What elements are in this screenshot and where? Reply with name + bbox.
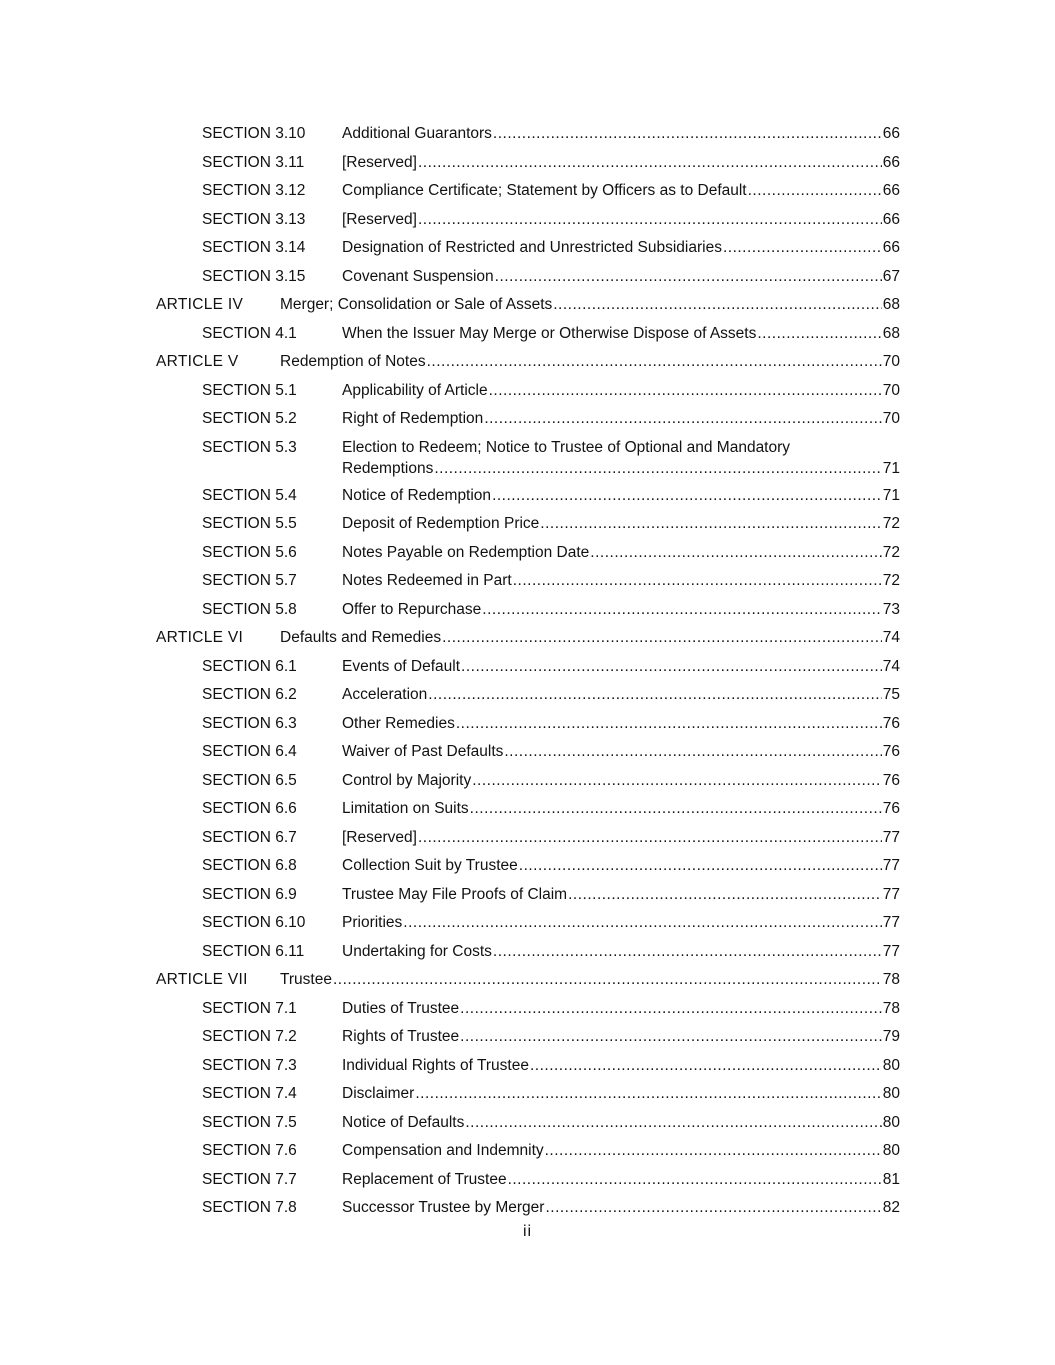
- dot-leader: [418, 211, 882, 229]
- toc-section-entry[interactable]: [0, 711, 1055, 740]
- entry-title-row: [342, 268, 900, 286]
- section-number: SECTION 6.8: [202, 857, 297, 874]
- toc-section-entry[interactable]: [0, 882, 1055, 911]
- dot-leader: [530, 1057, 882, 1075]
- entry-page-number: 66: [882, 239, 900, 256]
- entry-page-number: 73: [882, 600, 900, 618]
- toc-section-entry[interactable]: [0, 939, 1055, 968]
- section-number: SECTION 6.2: [202, 686, 297, 703]
- entry-title-line1: Election to Redeem; Notice to Trustee of Optional and Mandatory: [342, 438, 791, 456]
- dot-leader: [460, 1028, 882, 1046]
- entry-page-number: 76: [882, 714, 900, 732]
- section-number: SECTION 6.10: [202, 914, 306, 931]
- toc-section-entry[interactable]: [0, 511, 1055, 540]
- section-number: SECTION 6.6: [202, 800, 297, 817]
- dot-leader: [472, 772, 882, 790]
- toc-section-entry[interactable]: [0, 796, 1055, 825]
- section-number: SECTION 7.5: [202, 1113, 297, 1131]
- entry-page-number: 71: [882, 486, 900, 504]
- entry-page-number: 81: [882, 1170, 900, 1188]
- entry-page-number: 76: [882, 771, 900, 789]
- entry-title: Applicability of Article: [342, 381, 488, 399]
- section-number: SECTION 7.6: [202, 1142, 297, 1159]
- section-number: SECTION 6.7: [202, 828, 297, 846]
- entry-title: [Reserved]: [342, 828, 417, 846]
- toc-section-entry[interactable]: [0, 1138, 1055, 1167]
- entry-title: When the Issuer May Merge or Otherwise Dispose of Assets: [342, 324, 757, 342]
- toc-section-entry[interactable]: [0, 654, 1055, 683]
- entry-page-number: 70: [882, 410, 900, 427]
- toc-article-entry[interactable]: [0, 967, 1055, 996]
- entry-page-number: 76: [882, 743, 900, 760]
- entry-title: Collection Suit by Trustee: [342, 857, 518, 874]
- dot-leader: [418, 154, 882, 172]
- toc-section-entry[interactable]: [0, 996, 1055, 1025]
- entry-title-row: [342, 182, 900, 200]
- section-number: SECTION 6.11: [202, 942, 305, 960]
- entry-title-row: [342, 800, 900, 818]
- entry-title: Right of Redemption: [342, 410, 484, 427]
- entry-title-row: [342, 1199, 900, 1217]
- section-number: SECTION 3.10: [202, 125, 306, 142]
- dot-leader: [428, 686, 881, 704]
- entry-page-number: 80: [882, 1056, 900, 1074]
- toc-section-entry[interactable]: [0, 1053, 1055, 1082]
- entry-title-row: [342, 544, 900, 562]
- entry-title: Notes Redeemed in Part: [342, 572, 512, 589]
- entry-title-row: [342, 914, 900, 932]
- entry-page-number: 74: [882, 657, 900, 675]
- toc-section-entry[interactable]: [0, 1110, 1055, 1139]
- entry-title-row: [342, 829, 900, 847]
- dot-leader: [418, 829, 882, 847]
- entry-page-number: 68: [882, 324, 900, 342]
- entry-title-row: [342, 1085, 900, 1103]
- entry-page-number: 72: [882, 572, 900, 589]
- dot-leader: [568, 886, 882, 904]
- entry-title-row: [342, 572, 900, 590]
- entry-page-number: 76: [882, 800, 900, 817]
- toc-section-entry[interactable]: [0, 910, 1055, 939]
- entry-title: [Reserved]: [342, 210, 417, 228]
- section-number: SECTION 6.1: [202, 657, 297, 675]
- section-number: SECTION 3.15: [202, 267, 306, 285]
- entry-page-number: 77: [882, 857, 900, 874]
- section-number: SECTION 5.1: [202, 381, 297, 399]
- entry-title-row: [342, 125, 900, 143]
- entry-title-row: [280, 353, 900, 371]
- entry-title: Notice of Defaults: [342, 1113, 465, 1131]
- section-number: SECTION 5.5: [202, 515, 297, 532]
- entry-title-row: [342, 325, 900, 343]
- dot-leader: [465, 1114, 881, 1132]
- entry-page-number: 72: [882, 543, 900, 561]
- entry-title: Individual Rights of Trustee: [342, 1056, 529, 1074]
- entry-title: Designation of Restricted and Unrestricted Subsidiaries: [342, 239, 722, 256]
- entry-page-number: 77: [882, 914, 900, 931]
- dot-leader: [545, 1199, 881, 1217]
- entry-title-row: [342, 211, 900, 229]
- dot-leader: [482, 601, 881, 619]
- section-number: SECTION 7.8: [202, 1199, 297, 1216]
- dot-leader: [495, 268, 882, 286]
- entry-title: Trustee: [280, 971, 332, 988]
- entry-page-number: 70: [882, 353, 900, 370]
- entry-title-row: [342, 515, 900, 533]
- toc-section-entry[interactable]: [0, 406, 1055, 435]
- section-number: SECTION 5.8: [202, 600, 297, 618]
- entry-page-number: 78: [882, 999, 900, 1017]
- dot-leader: [484, 410, 881, 428]
- toc-section-entry[interactable]: [0, 321, 1055, 350]
- dot-leader: [415, 1085, 881, 1103]
- dot-leader: [540, 515, 881, 533]
- entry-title: [Reserved]: [342, 153, 417, 171]
- entry-title: Additional Guarantors: [342, 125, 492, 142]
- dot-leader: [513, 572, 882, 590]
- toc-section-entry[interactable]: [0, 150, 1055, 179]
- article-number: ARTICLE V: [156, 353, 239, 370]
- entry-title: Trustee May File Proofs of Claim: [342, 885, 568, 903]
- entry-page-number: 66: [882, 182, 900, 199]
- section-number: SECTION 5.6: [202, 543, 297, 561]
- section-number: SECTION 5.7: [202, 572, 297, 589]
- entry-page-number: 77: [882, 942, 900, 960]
- entry-page-number: 66: [882, 125, 900, 142]
- toc-section-entry[interactable]: [0, 568, 1055, 597]
- entry-title: Acceleration: [342, 686, 428, 703]
- entry-title: Undertaking for Costs: [342, 942, 492, 960]
- dot-leader: [470, 800, 882, 818]
- entry-title: Notice of Redemption: [342, 486, 492, 504]
- section-number: SECTION 6.4: [202, 743, 297, 760]
- entry-page-number: 75: [882, 686, 900, 703]
- entry-title-row: [280, 296, 900, 314]
- toc-section-entry[interactable]: [0, 597, 1055, 626]
- dot-leader: [493, 125, 882, 143]
- dot-leader: [508, 1171, 882, 1189]
- dot-leader: [519, 857, 882, 875]
- toc-section-entry[interactable]: [0, 1024, 1055, 1053]
- dot-leader: [333, 971, 882, 989]
- section-number: SECTION 3.14: [202, 239, 306, 256]
- section-number: SECTION 3.12: [202, 182, 306, 199]
- toc-section-entry[interactable]: [0, 483, 1055, 512]
- entry-title: Compliance Certificate; Statement by Officers as to Default: [342, 182, 747, 199]
- entry-title: Redemption of Notes: [280, 353, 426, 370]
- entry-title-row: [342, 1171, 900, 1189]
- entry-page-number: 82: [882, 1199, 900, 1216]
- dot-leader: [723, 239, 882, 257]
- entry-title: Merger; Consolidation or Sale of Assets: [280, 296, 553, 313]
- entry-page-number: 66: [882, 153, 900, 171]
- toc-section-entry[interactable]: [0, 264, 1055, 293]
- entry-title: Offer to Repurchase: [342, 600, 482, 618]
- table-of-contents: [0, 121, 1055, 1224]
- entry-title-row: [342, 1057, 900, 1075]
- page-number: ii: [522, 1223, 533, 1240]
- entry-title: Events of Default: [342, 657, 461, 675]
- toc-section-entry[interactable]: [0, 178, 1055, 207]
- entry-title: Rights of Trustee: [342, 1028, 460, 1045]
- entry-title: Replacement of Trustee: [342, 1170, 507, 1188]
- entry-title: Disclaimer: [342, 1085, 415, 1102]
- section-number: SECTION 6.5: [202, 771, 297, 789]
- toc-section-entry[interactable]: [0, 853, 1055, 882]
- entry-title: Successor Trustee by Merger: [342, 1199, 545, 1216]
- article-number: ARTICLE IV: [156, 296, 244, 313]
- entry-title: Control by Majority: [342, 771, 472, 789]
- toc-section-entry[interactable]: [0, 825, 1055, 854]
- entry-title: Redemptions: [342, 459, 434, 477]
- dot-leader: [461, 658, 882, 676]
- entry-title: Notes Payable on Redemption Date: [342, 543, 590, 561]
- entry-title-row: [342, 943, 900, 961]
- entry-title: Covenant Suspension: [342, 267, 494, 285]
- section-number: SECTION 3.13: [202, 210, 306, 228]
- dot-leader: [456, 715, 882, 733]
- entry-page-number: 72: [882, 515, 900, 532]
- entry-title-row: [342, 154, 900, 172]
- dot-leader: [553, 296, 882, 314]
- section-number: SECTION 7.7: [202, 1170, 297, 1188]
- section-number: SECTION 7.4: [202, 1085, 297, 1102]
- article-number: ARTICLE VII: [156, 971, 248, 988]
- dot-leader: [460, 1000, 882, 1018]
- entry-title: Priorities: [342, 914, 403, 931]
- section-number: SECTION 7.3: [202, 1056, 297, 1074]
- entry-page-number: 71: [882, 459, 900, 477]
- entry-page-number: 66: [882, 210, 900, 228]
- toc-section-entry[interactable]: [0, 207, 1055, 236]
- entry-title-row: [342, 410, 900, 428]
- dot-leader: [504, 743, 881, 761]
- toc-section-entry[interactable]: [0, 682, 1055, 711]
- entry-page-number: 77: [882, 828, 900, 846]
- section-number: SECTION 3.11: [202, 153, 305, 171]
- entry-title: Duties of Trustee: [342, 999, 460, 1017]
- dot-leader: [442, 629, 882, 647]
- section-number: SECTION 5.4: [202, 486, 297, 504]
- entry-title-row: [342, 1114, 900, 1132]
- entry-title: Deposit of Redemption Price: [342, 515, 540, 532]
- section-number: SECTION 6.9: [202, 885, 297, 903]
- section-number: SECTION 4.1: [202, 324, 297, 342]
- entry-page-number: 67: [882, 267, 900, 285]
- toc-section-entry[interactable]: [0, 739, 1055, 768]
- entry-title-row: [342, 1000, 900, 1018]
- dot-leader: [403, 914, 881, 932]
- dot-leader: [748, 182, 882, 200]
- entry-page-number: 68: [882, 296, 900, 313]
- dot-leader: [757, 325, 881, 343]
- entry-title-row: [342, 460, 900, 478]
- entry-title: Waiver of Past Defaults: [342, 743, 504, 760]
- entry-page-number: 74: [882, 629, 900, 646]
- entry-title-row: [280, 629, 900, 647]
- entry-title-row: [342, 239, 900, 257]
- entry-page-number: 79: [882, 1028, 900, 1045]
- section-number: SECTION 5.3: [202, 438, 297, 456]
- dot-leader: [434, 460, 881, 478]
- entry-title-row: [342, 1028, 900, 1046]
- entry-title: Defaults and Remedies: [280, 629, 442, 646]
- entry-title: Compensation and Indemnity: [342, 1142, 544, 1159]
- entry-title-row: [280, 971, 900, 989]
- toc-section-entry[interactable]: [0, 435, 1055, 483]
- toc-section-entry[interactable]: [0, 378, 1055, 407]
- dot-leader: [493, 943, 882, 961]
- entry-title-row: [342, 743, 900, 761]
- entry-title-row: [342, 857, 900, 875]
- entry-page-number: 77: [882, 885, 900, 903]
- entry-title-row: [342, 487, 900, 505]
- entry-page-number: 70: [882, 381, 900, 399]
- toc-section-entry[interactable]: [0, 768, 1055, 797]
- toc-section-entry[interactable]: [0, 235, 1055, 264]
- entry-page-number: 80: [882, 1113, 900, 1131]
- entry-title-row: [342, 658, 900, 676]
- dot-leader: [545, 1142, 882, 1160]
- dot-leader: [590, 544, 881, 562]
- entry-title-row: [342, 715, 900, 733]
- entry-title-row: [342, 886, 900, 904]
- toc-section-entry[interactable]: [0, 1081, 1055, 1110]
- entry-title-row: [342, 772, 900, 790]
- entry-title-row: [342, 382, 900, 400]
- toc-article-entry[interactable]: [0, 349, 1055, 378]
- entry-title-row: [342, 686, 900, 704]
- toc-section-entry[interactable]: [0, 1167, 1055, 1196]
- toc-article-entry[interactable]: [0, 625, 1055, 654]
- dot-leader: [427, 353, 882, 371]
- entry-page-number: 80: [882, 1085, 900, 1102]
- dot-leader: [489, 382, 882, 400]
- entry-title-row: [342, 1142, 900, 1160]
- toc-article-entry[interactable]: [0, 292, 1055, 321]
- toc-section-entry[interactable]: [0, 121, 1055, 150]
- entry-title-row: [342, 601, 900, 619]
- toc-section-entry[interactable]: [0, 1195, 1055, 1224]
- entry-page-number: 80: [882, 1142, 900, 1159]
- article-number: ARTICLE VI: [156, 629, 244, 646]
- section-number: SECTION 5.2: [202, 410, 297, 427]
- section-number: SECTION 7.2: [202, 1028, 297, 1045]
- dot-leader: [492, 487, 882, 505]
- entry-title: Limitation on Suits: [342, 800, 469, 817]
- toc-section-entry[interactable]: [0, 540, 1055, 569]
- section-number: SECTION 6.3: [202, 714, 297, 732]
- entry-page-number: 78: [882, 971, 900, 988]
- section-number: SECTION 7.1: [202, 999, 297, 1017]
- entry-title: Other Remedies: [342, 714, 455, 732]
